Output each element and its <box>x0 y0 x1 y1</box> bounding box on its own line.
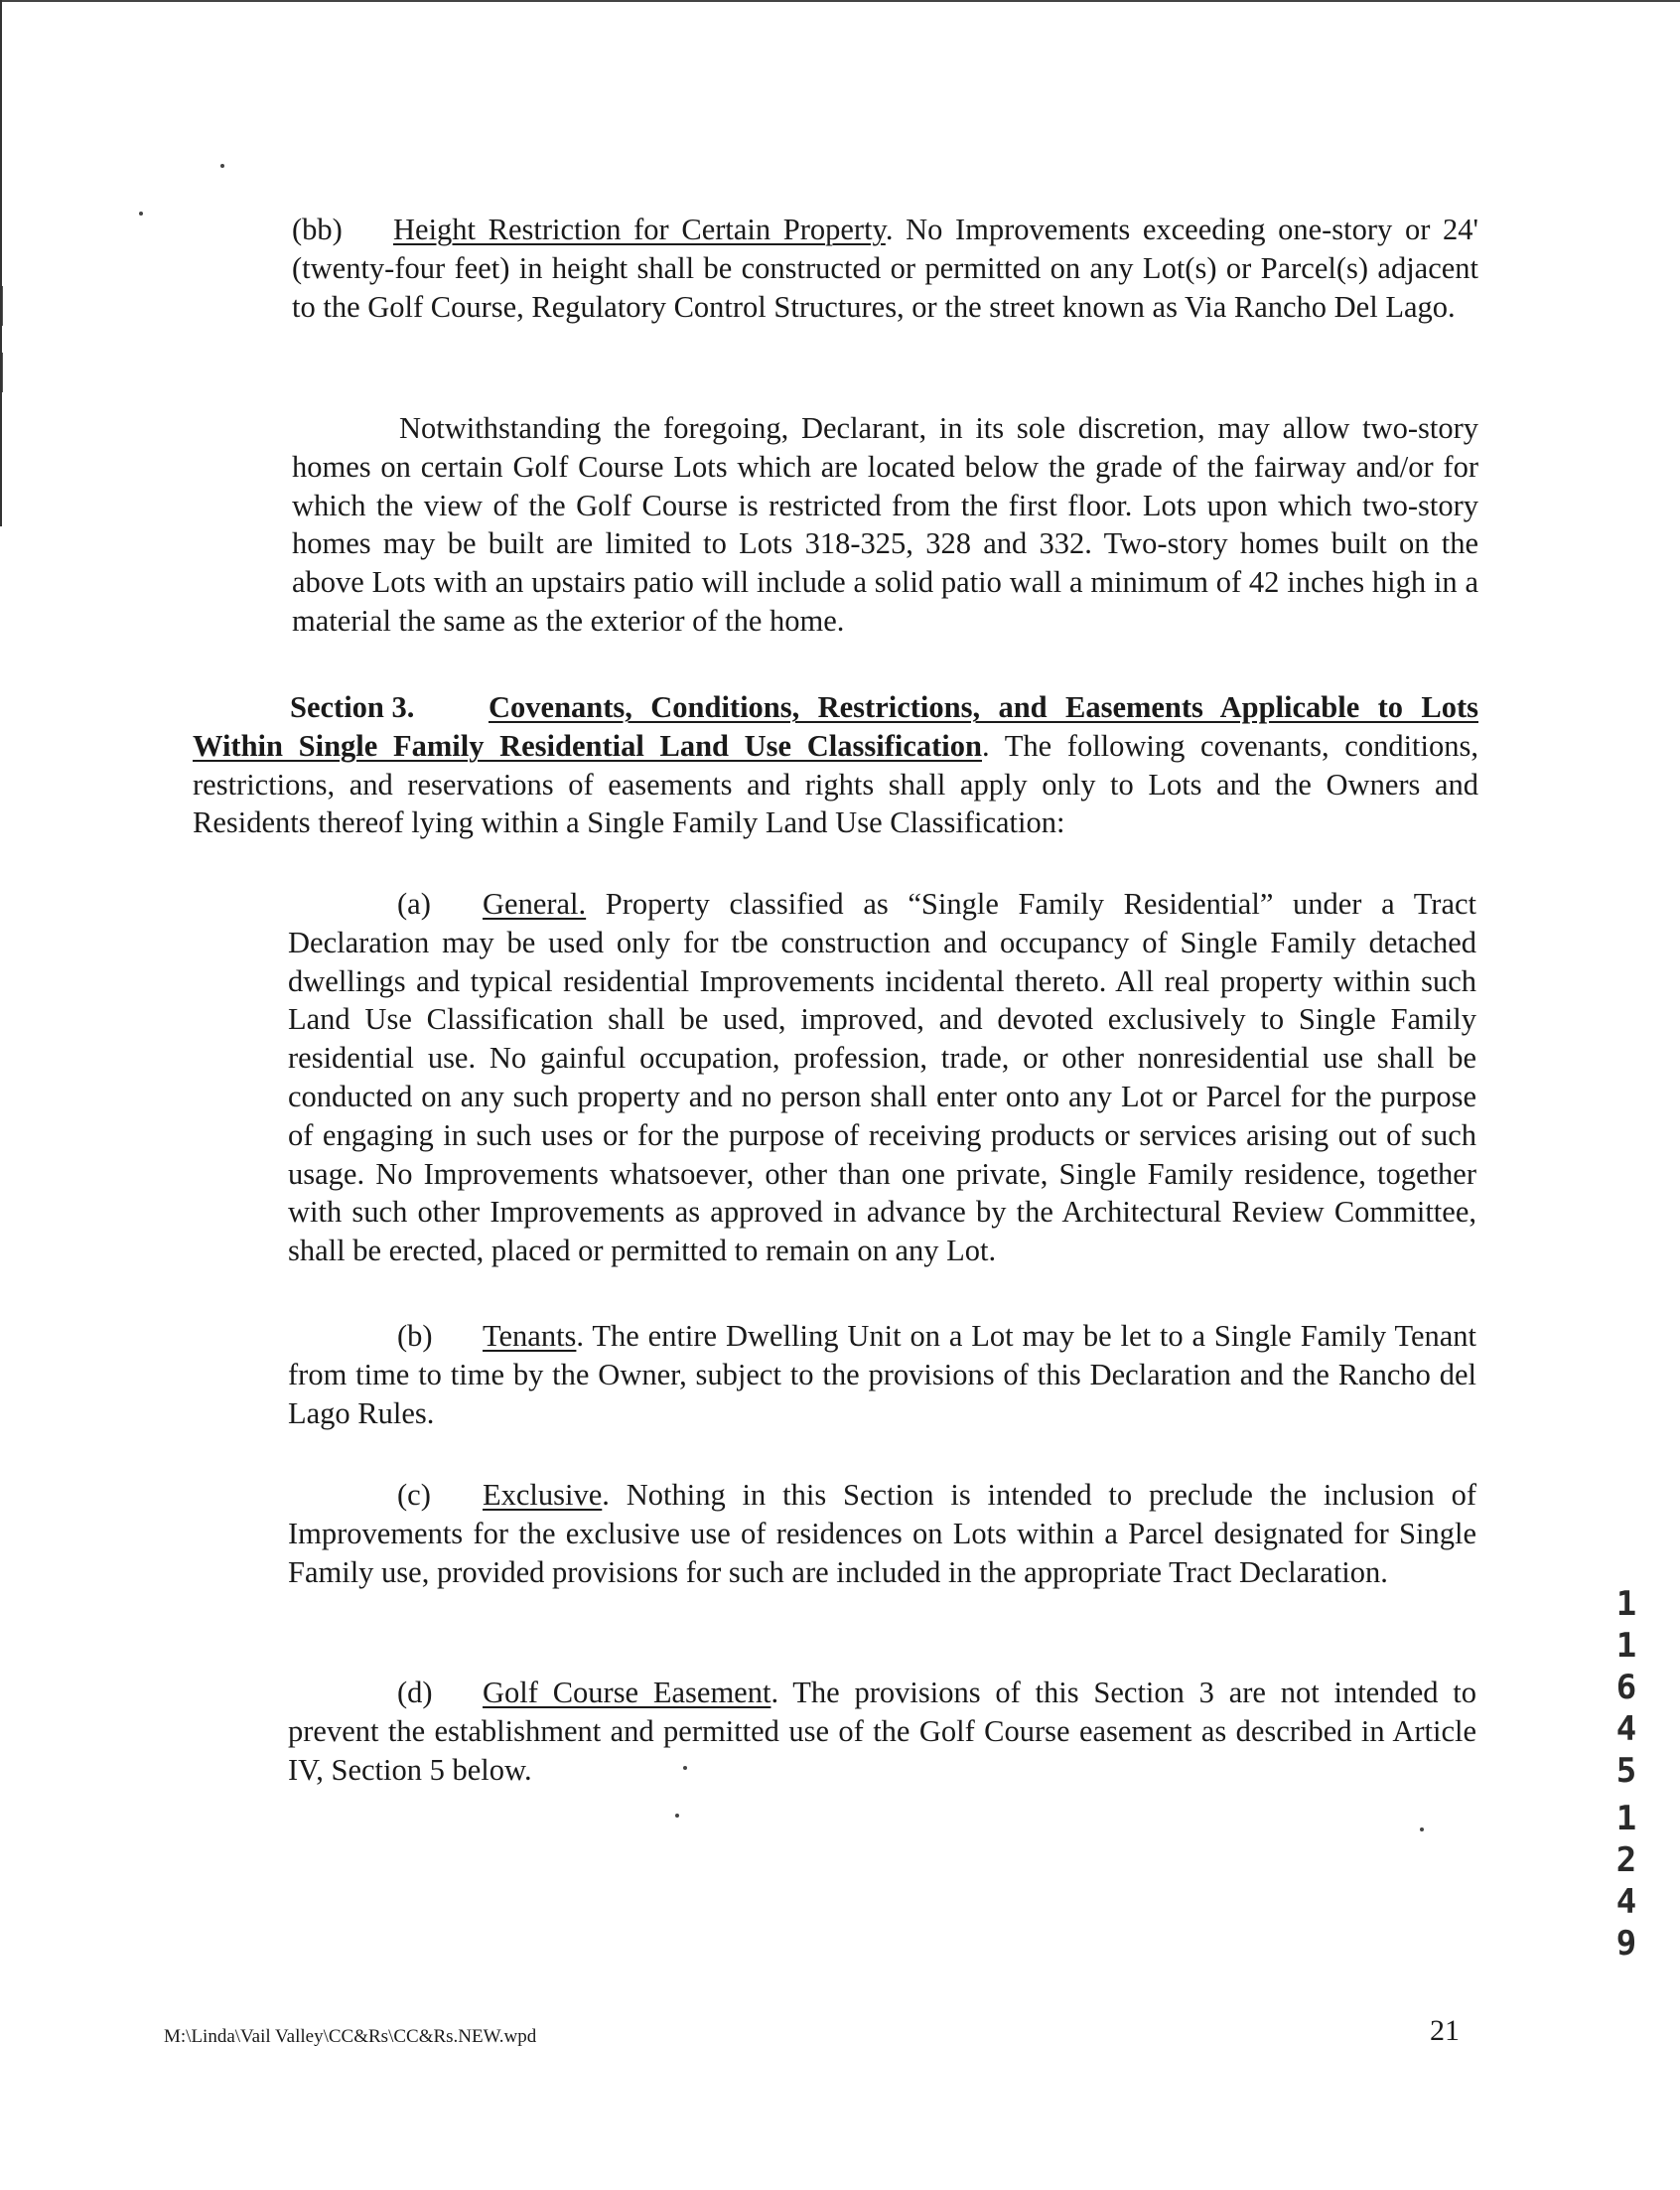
stamp-digit: 6 <box>1615 1668 1637 1707</box>
item-heading: Golf Course Easement <box>483 1676 771 1709</box>
scan-speck <box>139 212 143 216</box>
item-heading: Exclusive <box>483 1478 603 1512</box>
paragraph-b <box>288 1317 1476 1432</box>
item-label: (b) <box>397 1319 433 1353</box>
scan-edge-left <box>0 0 2 526</box>
stamp-digit: 1 <box>1615 1626 1637 1666</box>
section-label: Section 3. <box>290 690 415 724</box>
item-heading: General. <box>483 887 587 921</box>
scan-speck <box>675 1814 679 1818</box>
item-label: (a) <box>397 887 431 921</box>
scan-speck <box>220 164 224 168</box>
item-text: . Nothing in this Section is intended to preclude the inclusion of Improvements for the exclusive use of residences on Lots within a Parcel designated for Single Family use, provided provisions for such are included in the appropriate Tract Declaration. <box>288 1478 1476 1589</box>
scan-edge-top <box>0 0 1680 2</box>
section-heading: Covenants, Conditions, Restrictions, and Easements Applicable to Lots Within Single Family Residential Land Use Classification <box>193 690 1478 763</box>
item-label: (c) <box>397 1478 431 1512</box>
recording-stamp-page <box>1607 1798 1646 1965</box>
page-number: 21 <box>1430 2014 1460 2047</box>
stamp-digit: 1 <box>1615 1799 1637 1838</box>
item-text: Property classified as “Single Family Residential” under a Tract Declaration may be used only for tbe construction and occupancy of Single Family detached dwellings and typical residential Improvements incidental thereto. All real property within such Land Use Classification shall be used, improved, and devoted exclusively to Single Family residential use. No gainful occupation, profession, trade, or other nonresidential use shall be conducted on any such property and no person shall enter onto any Lot or Parcel for the purpose of engaging in such uses or for the purpose of receiving products or services arising out of such usage. No Improvements whatsoever, other than one private, Single Family residence, together with such other Improvements as approved in advance by the Architectural Review Committee, shall be erected, placed or permitted to remain on any Lot. <box>288 887 1476 1268</box>
item-label: (bb) <box>292 213 343 246</box>
scan-speck <box>1420 1827 1424 1831</box>
scan-mark <box>2 353 3 392</box>
item-text: . No Improvements exceeding one-story or 24' (twenty-four feet) in height shall be constructed or permitted on any Lot(s) or Parcel(s) adjacent to the Golf Course, Regulatory Control Structures, or the street known as Via Rancho Del Lago. <box>292 213 1478 324</box>
stamp-digit: 4 <box>1615 1709 1637 1749</box>
scan-mark <box>2 286 3 326</box>
paragraph-c <box>288 1476 1476 1591</box>
paragraph-d <box>288 1674 1476 1789</box>
stamp-digit: 2 <box>1615 1840 1637 1880</box>
stamp-digit: 5 <box>1615 1751 1637 1791</box>
paragraph-bb <box>292 211 1478 326</box>
footer-file-path: M:\Linda\Vail Valley\CC&Rs\CC&Rs.NEW.wpd <box>164 2026 537 2047</box>
paragraph-text: Notwithstanding the foregoing, Declarant, in its sole discretion, may allow two-story homes on certain Golf Course Lots which are located below the grade of the fairway and/or for which the view of the Golf Course is restricted from the first floor. Lots upon which two-story homes may be built are limited to Lots 318-325, 328 and 332. Two-story homes built on the above Lots with an upstairs patio will include a solid patio wall a minimum of 42 inches high in a material the same as the exterior of the home. <box>292 411 1478 638</box>
section-text: . The following covenants, conditions, restrictions, and reservations of easements and rights shall apply only to Lots and the Owners and Residents thereof lying within a Single Family Land Use Classification: <box>193 728 1478 840</box>
item-text: . The provisions of this Section 3 are not intended to prevent the establishment and permitted use of the Golf Course easement as described in Article IV, Section 5 below. <box>288 1676 1476 1787</box>
section-3 <box>193 688 1478 842</box>
stamp-digit: 1 <box>1615 1584 1637 1624</box>
stamp-digit: 9 <box>1615 1924 1637 1964</box>
item-text: . The entire Dwelling Unit on a Lot may be let to a Single Family Tenant from time to time by the Owner, subject to the provisions of this Declaration and the Rancho del Lago Rules. <box>288 1319 1476 1430</box>
item-heading: Tenants <box>483 1319 577 1353</box>
item-label: (d) <box>397 1676 433 1709</box>
paragraph-a <box>288 885 1476 1270</box>
recording-stamp-book <box>1607 1583 1646 1792</box>
paragraph-bb-continued <box>292 409 1478 641</box>
stamp-digit: 4 <box>1615 1882 1637 1922</box>
item-heading: Height Restriction for Certain Property <box>393 213 886 246</box>
